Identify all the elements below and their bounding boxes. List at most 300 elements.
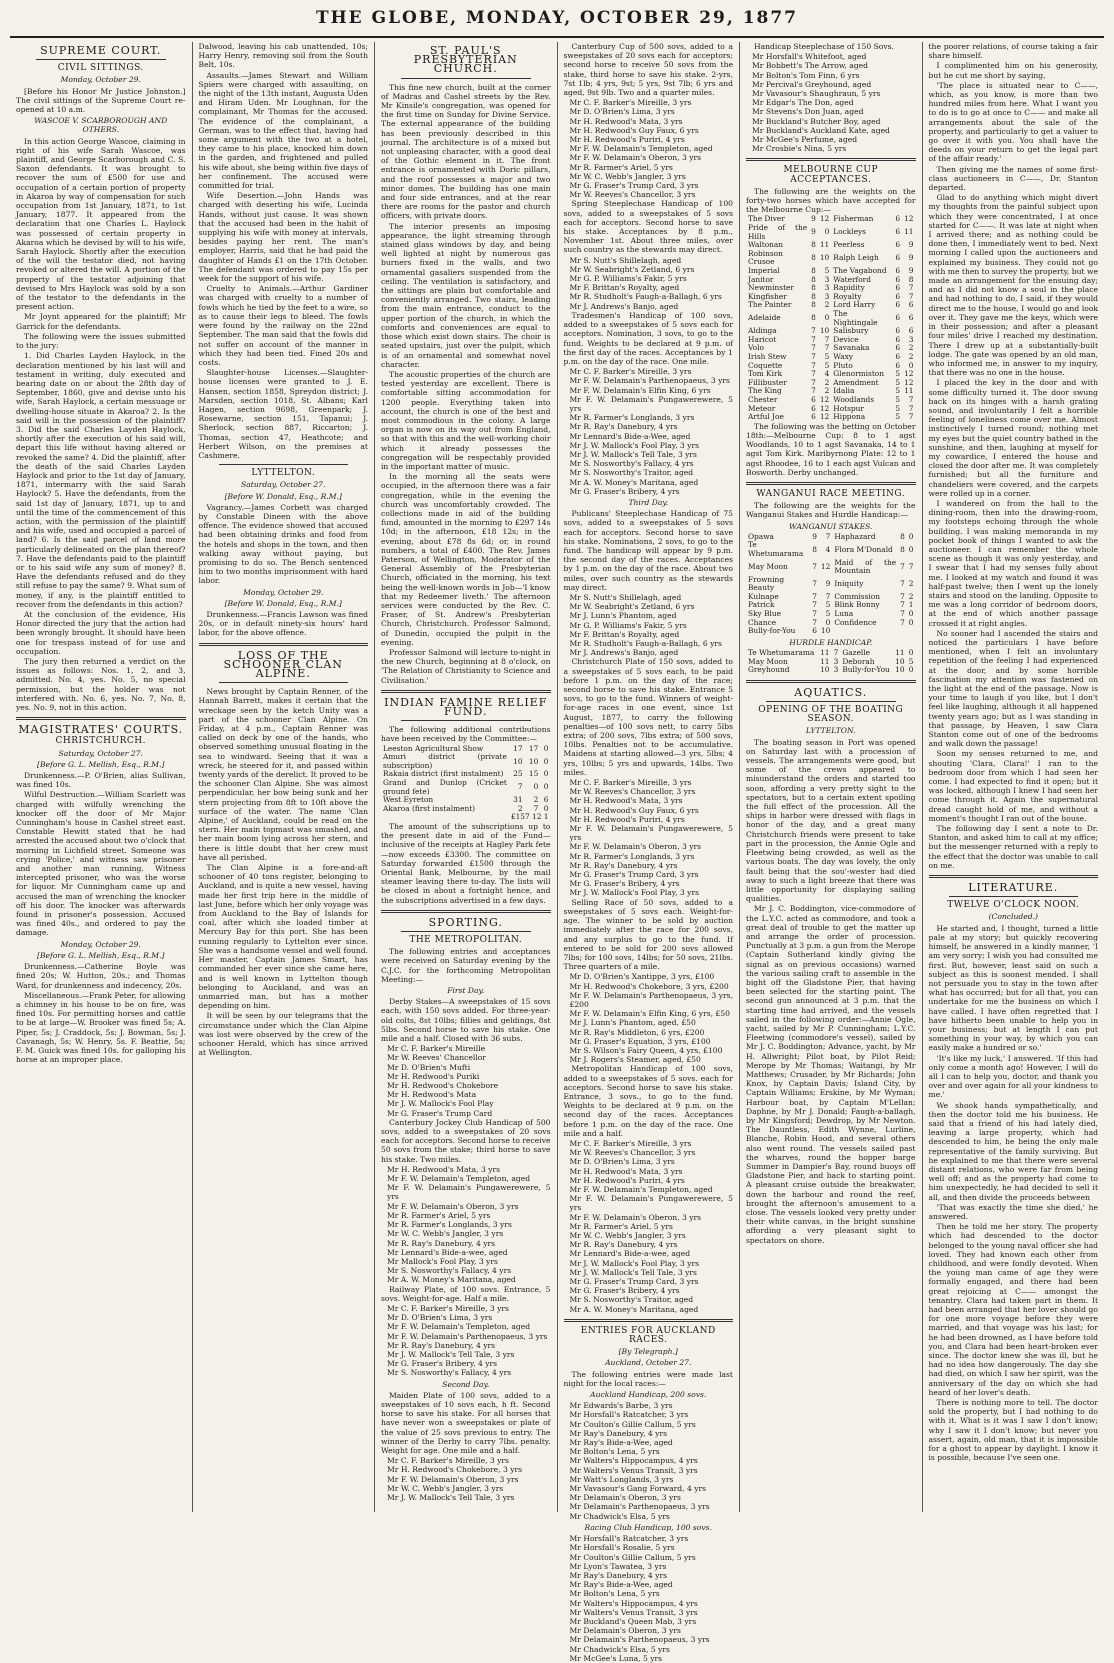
entry-line: Mr R. Studholt's Faugh-a-Ballagh, 6 yrs bbox=[569, 639, 722, 648]
entry-line: Mr S. Nosworthy's Traitor, aged bbox=[569, 1295, 694, 1305]
table-cell: 12 bbox=[819, 403, 830, 413]
story-title: TWELVE O'CLOCK NOON. bbox=[947, 900, 1080, 911]
entry-line: Mr Chadwick's Elsa, 5 yrs bbox=[569, 1644, 670, 1654]
table-cell: 0 bbox=[908, 609, 914, 619]
table-cell: 5 bbox=[824, 360, 830, 370]
entry-line: Mr W. C. Webb's Jangler, 3 yrs bbox=[387, 1229, 504, 1239]
table-cell: Kulnape bbox=[748, 591, 779, 601]
entry-line: Mr A. W. Money's Maritana, aged bbox=[569, 1304, 699, 1314]
paragraph: 'That was exactly the time she died,' he answered. bbox=[928, 1202, 1098, 1221]
entry-line: Mr G. Fraser's Bribery, 4 yrs bbox=[569, 1286, 680, 1296]
entry-line: Mr Edwards's Barbe, 3 yrs bbox=[569, 1401, 673, 1411]
entry-line: Mr J. W. Mallock's Fool Play, 3 yrs bbox=[569, 1258, 699, 1268]
table-cell: 0 bbox=[908, 531, 914, 541]
table-cell: May Moon bbox=[748, 656, 788, 666]
table-cell: Idalia bbox=[833, 386, 855, 396]
entry-line: Mr W. C. Webb's Jangler, 3 yrs bbox=[569, 1231, 686, 1240]
paragraph: Mr J. C. Boddington, vice-commodore of the L.Y.C. acted as commodore, and took a great deal of trouble to get the matter up and arrange the order of procession. Punctually at 3 p.m. a gun from the Merope (Captain Sutherland kindly giving the signal as on previous occasions) warned the various sailing craft to assemble in the bight off the Gladstone Pier, that having been selected for the starting point. The second gun announced at 3 p.m. that the starting time had arrived, and the vessels sailed in the following order:—Annie Ogle, yacht, sailed by Mr P. Cunningham; L.Y.C. Fleetwing (commodore's vessel), sailed by Mr J. C. Boddington; Advance, yacht, by Mr H. Allwright; Pilot boat, by Pilot Reid; Merope by Mr Thomas; Waitangi, by Mr Matthews; Crusader, by Mr Richards; John Knox, by Captain Davis; Island City, by Captain Williams; Erskine, by Mr Wyman; Harbour boat, by Captain M'Lellan; Daphne, by Mr J. Donald; Faugh-a-ballagh, by Mr Kingsford; Dewdrop, by Mr Newton. The Dauntless, Edith Wynne, Lurline, Blanche, Robin Hood, and several others also went round. The vessels sailed past the wharves, round the hopper barge Summer in Dampier's Bay, round buoys off Gladstone Pier, and back to starting point. A pleasant cruise outside the breakwater, down the harbour and round the reef, brought the afternoon's amusement to a close. The vessels looked very pretty under their white canvas, in the bright sunshine affording a very pleasant sight to spectators on shore. bbox=[746, 904, 916, 1245]
section-title-aquatics: AQUATICS. bbox=[794, 685, 868, 699]
table-cell: Te Whetumarama bbox=[748, 648, 815, 658]
table-cell: 4 bbox=[825, 544, 831, 554]
table-cell: 7 bbox=[812, 579, 817, 588]
table-cell: 7 bbox=[908, 561, 914, 571]
entry-line: Mr J. W. Mallock's Tell Tale, 3 yrs bbox=[569, 1267, 697, 1277]
entry-line: Mr H. Redwood's Puriri, 4 yrs bbox=[569, 814, 685, 824]
entry-line: Mr J. W. Mallock's Tell Tale, 3 yrs bbox=[387, 1492, 515, 1502]
entry-line: Mr F. W. Delamain's Templeton, aged bbox=[387, 1174, 531, 1184]
table-cell: 8 bbox=[811, 291, 816, 301]
entry-line: Mr S. Nutt's Shillelagh, aged bbox=[569, 255, 682, 265]
table-cell: 6 bbox=[908, 313, 914, 323]
table-cell: Waxy bbox=[833, 351, 853, 361]
paragraph: The following are the weights on the forty-two horses which have accepted for the Melbourne Cup:— bbox=[746, 186, 916, 215]
section-title-melbourne-cup: MELBOURNE CUP ACCEPTANCES. bbox=[783, 165, 879, 185]
entry-line: Mr S. Nosworthy's Traitor, aged bbox=[569, 468, 694, 478]
table-cell: 2 bbox=[908, 351, 914, 361]
entry-line: Mr C. F. Barker's Mireille, 3 yrs bbox=[387, 1456, 509, 1466]
entry-line: Mr F. W. Delamain's Pungawerewere, 5 yrs bbox=[569, 394, 733, 413]
table-cell: 5 bbox=[895, 386, 901, 396]
entry-line: Mr R. Farmer's Longlands, 3 yrs bbox=[387, 1220, 512, 1230]
entry-line: Mr H. Redwood's Mata, 3 yrs bbox=[387, 1164, 501, 1174]
entry-line: Mr Vavasour's Gang Forward, 4 yrs bbox=[569, 1484, 707, 1494]
table-cell: Irish Stew bbox=[748, 351, 787, 361]
table-cell: 7 bbox=[900, 600, 905, 610]
table-cell: 6 bbox=[895, 274, 901, 284]
section-title-sporting: SPORTING. bbox=[428, 915, 503, 929]
table-cell: 12 bbox=[904, 377, 914, 387]
entry-line: Mr G. Fraser's Bribery, 4 yrs bbox=[569, 879, 680, 889]
paragraph: The following were the issues submitted to the jury: bbox=[16, 331, 186, 351]
table-cell: 7 bbox=[824, 343, 830, 353]
entry-line: Mr Lennard's Bide-a-wee, aged bbox=[569, 1249, 691, 1259]
subheading-boating-season: OPENING OF THE BOATING SEASON. bbox=[758, 705, 904, 725]
entry-line: Mr Walters's Venus Transit, 3 yrs bbox=[569, 1607, 698, 1617]
table-cell: 7 bbox=[811, 360, 816, 370]
table-cell: 3 bbox=[833, 665, 839, 675]
entry-line: Mr F. W. Delamain's Pungawerewere, 5 yrs bbox=[569, 1194, 733, 1213]
table-row bbox=[746, 541, 916, 558]
table-cell: 10 bbox=[819, 253, 830, 263]
table-cell: Sky Blue bbox=[748, 609, 781, 619]
table-cell: 9 bbox=[908, 266, 914, 276]
subheading-hurdle-handicap: HURDLE HANDICAP. bbox=[789, 637, 873, 647]
table-cell: Coquette bbox=[748, 360, 783, 370]
table-cell: Haphazard bbox=[834, 531, 876, 541]
entry-line: Mr H. Redwood's Mata, 3 yrs bbox=[569, 116, 683, 126]
table-cell: 7 bbox=[812, 609, 817, 619]
section-title-literature: LITERATURE. bbox=[968, 881, 1059, 895]
table-cell: 6 bbox=[895, 343, 901, 353]
race-description: Tradesmen's Handicap of 100 sovs, added to a sweepstakes of 5 sovs each for acceptors. Nomination, 3 sovs, to go to the fund. Weights to be declared at 9 p.m. of the first day of the races. Acceptances by 1 p.m. on the day of the race. One mile. bbox=[563, 310, 733, 366]
entry-list bbox=[564, 1401, 734, 1521]
table-cell: Meteor bbox=[748, 403, 776, 413]
paragraph: Drunkenness.—Catherine Boyle was fined 20s; W. Hutton, 20s.; and Thomas Ward, for drunkenness and indecency, 20s. bbox=[16, 962, 186, 990]
table-cell: 9 bbox=[908, 253, 914, 263]
section-title-lyttelton: LYTTELTON. bbox=[251, 468, 316, 479]
table-cell: 9 bbox=[811, 227, 816, 237]
entry-line: Mr R. Ray's Danebury, 4 yrs bbox=[387, 1238, 496, 1248]
entry-line: Mr McGee's Perfume, aged bbox=[752, 135, 858, 145]
table-cell: 7 bbox=[824, 334, 830, 344]
entry-list bbox=[564, 256, 734, 311]
entry-line: Mr G. Fraser's Equation, 3 yrs, £100 bbox=[569, 1036, 711, 1046]
entry-list bbox=[564, 778, 734, 898]
table-cell: Maid of the Mountain bbox=[834, 557, 897, 576]
entry-line: Mr F. W. Delamain's Templeton, aged bbox=[569, 144, 713, 154]
telegraph-line: [By Telegraph.] bbox=[618, 1347, 678, 1357]
race-description: Canterbury Cup of 500 sovs, added to a sweepstakes of 20 sovs each for acceptors; second horse to receive 50 sovs from the stake, third horse to save his stake. 2-yrs, 7st 1lb; 4 yrs, 9st; 5 yrs, 9st 7lb; 6 yrs and aged, 9st 9lb. Two and a quarter miles. bbox=[563, 42, 733, 98]
table-cell: The Vagabond bbox=[833, 266, 887, 276]
paragraph: No sooner had I ascended the stairs and noticed the particulars I have before mentioned, when I felt an involuntary repetition of the feeling I had experienced at the door, and by some horrible fascination my attention was fastened on the light at the end of the passage. Now is your time to laugh if you like, but I don't feel like laughing, although it all happened twenty years ago; but as I was standing in that passage, by Heaven, I saw Clara Stanton come out of one of the bedrooms and walk down the passage! bbox=[928, 628, 1098, 749]
entry-line: Mr R. Farmer's Longlands, 3 yrs bbox=[569, 413, 695, 423]
table-cell: 8 bbox=[811, 240, 816, 250]
table-cell: Pride of the Hills bbox=[748, 223, 808, 241]
entry-line: Mr R. Farmer's Ariel, 5 yrs bbox=[387, 1210, 491, 1220]
table-cell: 3 bbox=[824, 274, 830, 284]
section-title-clan-alpine: LOSS OF THE SCHOONER CLAN ALPINE. bbox=[223, 648, 343, 680]
paragraph: The following are the weights for the Wanganui Stakes and Hurdle Handicap:— bbox=[746, 501, 916, 520]
entry-line: Mr Buckland's Auckland Kate, aged bbox=[752, 125, 890, 135]
entry-line: Mr F. W. Delamain's Templeton, aged bbox=[569, 1184, 713, 1194]
table-cell: 7 bbox=[811, 334, 816, 344]
table-cell: 3 bbox=[908, 334, 914, 344]
table-cell: 11 bbox=[819, 240, 830, 250]
entry-line: Mr H. Redwood's Puriri, 4 yrs bbox=[569, 135, 685, 145]
paragraph: Drunkenness.—Francis Lawson was fined 20s, or in default ninety-six hours' hard labor, for the above offence. bbox=[198, 609, 368, 638]
entry-line: Mr Buckland's Queen Mab, 3 yrs bbox=[569, 1616, 697, 1626]
table-cell: 7 bbox=[811, 377, 816, 387]
race-description: Spring Steeplechase Handicap of 100 sovs, added to a sweepstakes of 5 sovs each for acceptors. Second horse to save his stake. Acceptances by 8 p.m., November 1st. About three miles, over such country as the stewards may direct. bbox=[563, 199, 733, 255]
entry-line: Mr G. P. Williams's Fakir, 5 yrs bbox=[569, 620, 687, 630]
table-cell: 5 bbox=[895, 412, 901, 422]
section-title-auckland: ENTRIES FOR AUCKLAND RACES. bbox=[580, 1325, 716, 1346]
entry-line: Mr F. W. Delamain's Oberon, 3 yrs bbox=[387, 1474, 519, 1484]
table-cell: 7 bbox=[811, 343, 816, 353]
column-4 bbox=[558, 42, 741, 1663]
paragraph: I wandered on from the hall to the dining-room, then into the drawing-room, my footsteps echoing through the whole building. I was making memoranda in my pocket book of things I wanted to ask the auctioneer. I can remember the whole scene as though it was only yesterday, and I swear that I had my senses fully about me. I looked at my watch and found it was half-past twelve; then I went up the lonely stairs and stood on the landing. Opposite to me was a long corridor of bedroom doors, at the end of which another passage crossed it at right angles. bbox=[928, 498, 1098, 628]
paragraph: 1. Did Charles Layden Haylock, in the declaration mentioned by his last will and testament in writing, duly executed and bearing date on or about the 28th day of September, 1860, give and devise unto his wife, Sarah Haylock, a certain messuage or dwelling-house situate in Akaroa? 2. Is the said will in the possession of the plaintiff? 3. Did the said Charles Layden Haylock, shortly after the execution of his said will, depart this life without having altered or revoked the same? 4. Did the plaintiff, after the death of the said Charles Layden Haylock and prior to the 1st day of January, 1871, intermarry with the said Sarah Haylock? 5. Have the defendants, from the said 1st day of January, 1871, up to and until the time of the commencement of this action, with the permission of the plaintiff and his wife, used and occupied a parcel of land? 6. Is the said parcel of land more particularly delineated on the plan thereof? 7. Have the defendants paid to the plaintiff or to his said wife any sum of money? 8. Have the defendants refused and do they still refuse to pay the same? 9. What sum of money, if any, is the plaintiff entitled to recover from the defendants in this action? bbox=[16, 351, 186, 609]
entry-line: Mr F. W. Delamain's Oberon, 3 yrs bbox=[387, 1201, 519, 1211]
table-cell: 9 bbox=[812, 531, 817, 541]
subheading-civil-sittings: CIVIL SITTINGS. bbox=[57, 63, 144, 74]
table-cell: 12 bbox=[819, 214, 830, 224]
table-cell: 0 bbox=[908, 665, 914, 675]
entry-line: Mr Stevens's Don Juan, aged bbox=[752, 107, 864, 117]
entry-line: Mr Ray's Danebury, 4 yrs bbox=[569, 1428, 667, 1438]
table-cell: Device bbox=[833, 334, 859, 344]
table-cell: 12 bbox=[819, 394, 830, 404]
entry-line: Mr A. W. Money's Maritana, aged bbox=[387, 1275, 516, 1285]
table-cell: 7 bbox=[900, 579, 905, 588]
table-row bbox=[746, 336, 916, 345]
paragraph: In this action George Wascoe, claiming in right of his wife Sarah Wascoe, was plaintiff, and George Scarborough and C. S. Saxon defendants. It was brought to recover the sum of £500 for use and occupation of a certain portion of property in Akaroa by way of compensation for such occupation from 1st January, 1871, to 1st January, 1877. It appeared from the declaration that one Charles L. Haylock was possessed of certain property in Akaroa which he devised by will to his wife, Sarah Haylock. Shortly after the execution of the will the testator died, not having revoked or altered the will. A portion of the property of the testator adjoining that devised to Mrs Haylock was sold by a son of the testator to the defendants in the present action. bbox=[16, 136, 186, 312]
entry-line: Mr F. W. Delamain's Parthenopaeus, 3 yrs, £200 bbox=[569, 990, 733, 1009]
dateline: Auckland, October 27. bbox=[605, 1358, 692, 1368]
table-cell: 8 bbox=[811, 283, 816, 293]
table-cell: 7 bbox=[812, 600, 817, 610]
table-cell: Greyhound bbox=[748, 665, 790, 675]
famine-table bbox=[381, 745, 551, 822]
paragraph: Then he told me her story. The property which had descended to the doctor belonged to the young naval officer she had loved. They had known each other from childhood, and were fondly devoted. When the young man came of age they were formally engaged, and there had been great rejoicing at C—— amongst the tenantry. Clara had taken part in them. It had been arranged that her lover should go for one more voyage before they were married, and that voyage was his last; for he had been drowned, as I have before told you, and Clara had been heart-broken ever since. The doctor knew she was ill, but he had no idea how dangerously. The day she had died, on which I saw her spirit, was the anniversary of the day on which she had heard of her lover's death. bbox=[928, 1222, 1098, 1397]
table-row bbox=[746, 627, 916, 636]
subheading-lyttelton: LYTTELTON. bbox=[805, 726, 856, 736]
entry-line: Mr C. F. Barker's Mireille bbox=[387, 1044, 486, 1054]
entry-list bbox=[564, 1139, 734, 1314]
table-cell: 0 bbox=[824, 313, 830, 323]
paragraph: The acoustic properties of the church are tested yesterday are excellent. There is comfortable sitting accommodation for 1200 people. Everything taken into account, the church is one of the best and most commodious in the colony. A large organ is now on its way out from England, so that with this and the well-working choir which it already possesses the congregation will be respectably provided in the important matter of music. bbox=[381, 369, 551, 471]
table-cell: 11 bbox=[820, 648, 830, 658]
paragraph: Miscellaneous.—Frank Peter, for allowing a chimney in his house to be on fire, was fined 10s. For permitting horses and cattle to be at large—W. Brooker was fined 5s; A. Piper, 5s; J. Craddock, 5s; J. Bowman, 5s; J. Cavanagh, 5s; W. Henry, 5s. F. Beattie, 5s; F. M. Guick was fined 10s. for galloping his horse at an improper place. bbox=[16, 990, 186, 1065]
table-cell: 0 bbox=[825, 617, 831, 627]
table-cell bbox=[898, 627, 907, 636]
before-line: [Before G. L. Mellish, Esq., R.M.] bbox=[37, 759, 165, 769]
entry-line: Mr S. Wilson's Fairy Queen, 4 yrs, £100 bbox=[569, 1045, 723, 1055]
table-cell: Haricot bbox=[748, 334, 777, 344]
table-cell: 5 bbox=[895, 394, 901, 404]
table-cell: Artful Joe bbox=[748, 412, 784, 422]
table-row bbox=[746, 533, 916, 542]
table-cell: 5 bbox=[824, 266, 830, 276]
entry-line: Mr J. W. Mallock's Tell Tale, 3 yrs bbox=[569, 449, 697, 459]
dateline: Saturday, October 27. bbox=[58, 748, 143, 758]
entry-line: Mr H. Redwood's Mata bbox=[387, 1090, 477, 1100]
table-cell: Bully-for-You bbox=[842, 665, 890, 675]
paragraph: [Before his Honor Mr Justice Johnston.] The civil sittings of the Supreme Court re-opened at 10 a.m. bbox=[16, 86, 186, 115]
table-cell: Chance bbox=[748, 617, 777, 627]
table-cell: Volo bbox=[748, 343, 764, 353]
entry-line: Mr C. F. Barker's Mireille, 3 yrs bbox=[569, 778, 692, 788]
entry-line: Mr F. W. Delamain's Elfin King, 6 yrs, £50 bbox=[569, 1009, 730, 1019]
paragraph: The amount of the subscriptions up to the present date in aid of the Fund—inclusive of the receipts at Hagley Park fete—now exceeds £3300. The committee on Saturday forwarded £1500 through the Oriental Bank, Melbourne, by the mail steamer leaving there to-day. The lists will be closed in about a fortnight hence, and the subscriptions advertised in a few days. bbox=[381, 821, 551, 905]
wanganui-stakes-body bbox=[746, 533, 916, 636]
column-1 bbox=[10, 42, 193, 1512]
entry-line: Mr Crosbie's Nina, 5 yrs bbox=[752, 144, 847, 154]
paragraph: Soon my senses returned to me, and shouting 'Clara, Clara!' I ran to the bedroom door from which I had seen her come. I had expected to find it open; but it was locked, although I knew I had seen her come through it. Again the supernatural dread caught hold of me, and without a moment's thought I ran out of the house. bbox=[928, 749, 1098, 823]
entry-line: Mr F. W. Delamain's Pungawerewere, 5 yrs bbox=[569, 824, 733, 843]
table-cell: Bully-for-You bbox=[748, 626, 796, 636]
entry-line: Mr Delamain's Parthenopaeus, 3 yrs bbox=[569, 1635, 710, 1645]
hurdle-handicap-body bbox=[746, 649, 916, 675]
entry-line: Mr J. Rogers's Steamer, aged, £50 bbox=[569, 1055, 701, 1065]
paragraph: The jury then returned a verdict on the issues as follows: Nos. 1, 2, and 3, admitted. No. 4, yes. No. 5, no special permission, but the holder was not interfered with. No. 6, yes. No. 7, No. 8, yes. No. 9, not in this action. bbox=[16, 657, 186, 713]
race-description: Publicans' Steeplechase Handicap of 75 sovs, added to a sweepstakes of 5 sovs each for acceptors. Second horse to save his stake. Nominations, 2 sovs, to go to the fund. The handicap will appear by 9 p.m. the second day of the races. Acceptances by 1 p.m. on the day of the race. About two miles, over such country as the stewards may direct. bbox=[563, 509, 733, 592]
paragraph: There is nothing more to tell. The doctor sold the property, but I had nothing to do with it. What is it was I saw I don't know; why I saw it I don't know; but never you assert, again, old man, that it is impossible for a ghost to appear by daylight. I know it is possible, because I've seen one. bbox=[928, 1398, 1098, 1463]
masthead bbox=[10, 8, 1104, 38]
table-row bbox=[746, 576, 916, 593]
entry-line: Mr J. Andrews's Banjo, aged bbox=[569, 648, 679, 658]
entry-line: Mr J. Lunn's Phantom, aged bbox=[569, 611, 677, 621]
paragraph: News brought by Captain Renner, of the Hannah Barrett, makes it certain that the wreckage seen by the ketch Unity was a part of the schooner Clan Alpine. On Friday, at 4 p.m., Captain Renner was called on deck by one of the hands, who observed something unusual floating in the sea to windward. Seeing that it was a wreck, he steered for it, and passed within twenty yards of the derelict. It proved to be the schooner Clan Alpine. She was almost perpendicular, her bow being sunk and her stern projecting from 8ft to 10ft above the surface of the water. The name 'Clan Alpine,' of Auckland, could be read on the stern. Her main topmast was smashed, and her main boom lying across her stern, and there is little doubt that her crew must have all perished. bbox=[198, 687, 368, 862]
entry-line: Mr Bolton's Lena, 5 yrs bbox=[569, 1589, 660, 1599]
entry-line: Mr H. Redwood's Guy Faux, 6 yrs bbox=[569, 805, 699, 815]
table-cell: 6 bbox=[908, 300, 914, 310]
entry-line: Mr W. Reeves's Chancellor, 3 yrs bbox=[569, 190, 696, 200]
entry-line: Mr D. O'Brien's Lima, 3 yrs bbox=[569, 1157, 675, 1167]
entry-line: Mr D. O'Brien's Mufti bbox=[387, 1062, 471, 1072]
table-cell: 7 bbox=[900, 591, 905, 601]
entry-line: Mr Vavasour's Shaughraun, 5 yrs bbox=[752, 89, 881, 99]
table-cell: 10 bbox=[819, 326, 830, 336]
entry-list bbox=[381, 1044, 551, 1118]
entry-list bbox=[381, 1456, 551, 1502]
melbourne-weights-table bbox=[746, 215, 916, 421]
table-cell: Newminster bbox=[748, 283, 794, 293]
table-cell: 6 bbox=[895, 283, 901, 293]
paragraph: 'The place is situated near to C——, which, as you know, is more than two hundred miles from here. What I want you to do is to go at once to C—— and make all arrangements about the sale of the property, and particularly to get a valuer to go over it with you. You shall have the deeds on your return to get the legal part of the affair ready.' bbox=[928, 80, 1098, 164]
entry-line: Mr Lennard's Bide-a-Wee, aged bbox=[569, 431, 691, 441]
paragraph: In the morning all the seats were occupied, in the afternoon there was a fair congregation, while in the evening the church was uncomfortably crowded. The collections made in aid of the building fund, amounted in the morning to £297 14s 10d; in the afternoon, £18 12s; in the evening, about £78 8s 6d; or, in round numbers, a total of £400. The Rev. James Paterson, of Wellington, Moderator of the General Assembly of the Presbyterian Church, officiated in the morning, his text being the well-known words in Job—'I know that my Redeemer liveth.' The afternoon services were conducted by the Rev. C. Fraser, of St. Andrew's Presbyterian Church, Christchurch. Professor Salmond, of Dunedin, occupied the pulpit in the evening. bbox=[381, 472, 551, 647]
table-cell: 0 bbox=[824, 227, 830, 237]
table-cell: 8 bbox=[811, 266, 816, 276]
table-cell: 7 bbox=[900, 617, 905, 627]
table-cell: Adelaide bbox=[748, 313, 781, 323]
paragraph: The boating season in Port was opened on Saturday last with a procession of vessels. The arrangements were good, but some of the crews appeared to misunderstand the orders and started too soon, affording a very pretty sight to the spectators, but to a certain extent spoiling the full effect of the procession. All the ships in harbor were dressed with flags in honor of the day, and a great many Christchurch friends were present to take part in the procession, the Annie Ogle and Fleetwing being crowded, as well as the various boats. The day was lovely, the only fault being that the sou'-wester had died away to such a light breeze that there was little opportunity for displaying sailing qualities. bbox=[746, 737, 916, 904]
table-cell: 7 bbox=[908, 283, 914, 293]
table-cell: 6 bbox=[895, 214, 901, 224]
entry-line: Mr F. W. Delamain's Oberon, 3 yrs bbox=[569, 153, 702, 163]
table-cell: Fillibuster bbox=[748, 377, 787, 387]
table-cell: 8 bbox=[900, 531, 905, 541]
entry-line: Mr R. Ray's Danebury, 4 yrs bbox=[569, 422, 678, 432]
table-cell: Lord Harry bbox=[833, 300, 876, 310]
table-cell bbox=[832, 627, 898, 636]
table-cell: 6 bbox=[895, 300, 901, 310]
paragraph: Drunkenness.—P. O'Brien, alias Sullivan, was fined 10s. bbox=[16, 771, 186, 790]
dateline: Monday, October 29. bbox=[60, 939, 141, 949]
table-cell: 2 bbox=[824, 300, 830, 310]
table-row bbox=[746, 413, 916, 422]
table-cell: 5 bbox=[895, 377, 901, 387]
table-cell: Patrick bbox=[748, 600, 775, 610]
entry-line: Mr W. Seabright's Zetland, 6 yrs bbox=[569, 602, 695, 612]
entry-line: Mr H. Redwood's Puriki bbox=[387, 1071, 480, 1081]
entry-line: Mr H. Redwood's Mata, 3 yrs bbox=[569, 796, 683, 806]
table-row: Leeston Agricultural Show 17 17 0 bbox=[383, 743, 549, 753]
entry-line: Mr W. Reeves's Chancellor, 3 yrs bbox=[569, 1148, 696, 1158]
table-cell: 6 bbox=[895, 351, 901, 361]
entry-line: Mr S. Nosworthy's Fallacy, 4 yrs bbox=[387, 1368, 512, 1378]
table-row: Akaroa (first instalment) 2 7 0 bbox=[383, 803, 549, 813]
entry-line: Mr Ray's Danebury, 4 yrs bbox=[569, 1570, 667, 1580]
race-description: Selling Race of 50 sovs, added to a sweepstakes of 5 sovs each. Weight-for-age. The winner to be sold by auction immediately after the race for 200 sovs, and any surplus to go to the fund. If entered to be sold for 200 sovs allowed 7lbs; for 100 sovs, 14lbs; for 50 sovs, 21lbs. Three quarters of a mile. bbox=[563, 897, 733, 972]
section-title-magistrates: MAGISTRATES' COURTS. bbox=[18, 723, 184, 737]
entry-line: Mr R. Farmer's Ariel, 5 yrs bbox=[569, 1221, 673, 1231]
entry-line: Mr W. Reeves's Chancellor, 3 yrs bbox=[569, 787, 696, 797]
entry-line: Mr Delamain's Parthenopaeus, 3 yrs bbox=[569, 1502, 710, 1512]
entry-line: Mr Horsfall's Ratcatcher, 3 yrs bbox=[569, 1410, 689, 1420]
table-cell: Hippona bbox=[833, 412, 866, 422]
table-row bbox=[746, 250, 916, 267]
column-3 bbox=[375, 42, 558, 1512]
entry-line: Mr H. Redwood's Mata, 3 yrs bbox=[569, 1166, 683, 1176]
table-cell: 7 bbox=[811, 386, 816, 396]
table-cell: 2 bbox=[908, 343, 914, 353]
entry-line: Mr Coulton's Gillie Callum, 5 yrs bbox=[569, 1552, 696, 1562]
table-cell: 7 bbox=[812, 591, 817, 601]
before-line: [Before W. Donald, Esq., R.M.] bbox=[224, 491, 342, 501]
paragraph: The following day I sent a note to Dr. Stanton, and asked him to call at my office; but the messenger returned with a reply to the effect that the doctor was unable to call on me. bbox=[928, 824, 1098, 870]
masthead-title: THE GLOBE, MONDAY, OCTOBER 29, 1877 bbox=[315, 8, 799, 28]
entry-line: Mr W. C. Webb's Jangler, 3 yrs bbox=[387, 1483, 504, 1493]
entry-line: Mr C. F. Barker's Mireille, 3 yrs bbox=[387, 1303, 509, 1313]
entry-line: Mr S. Nosworthy's Fallacy, 4 yrs bbox=[387, 1266, 512, 1276]
table-cell: May Moon bbox=[748, 561, 788, 571]
paragraph: Wife Desertion.—John Hands was charged with deserting his wife, Lucinda Hands, without just cause. It was shown that the accused had been in the habit of supplying his wife with money at intervals, besides paying her rent. The man's employer, Harris, said that he had paid the daughter of Hands £1 on the 17th October. The defendant was ordered to pay 15s per week for the support of his wife. bbox=[198, 191, 368, 284]
table-cell: Peerless bbox=[833, 240, 865, 250]
entry-line: Mr G. P. Williams's Fakir, 5 yrs bbox=[569, 274, 687, 284]
entry-line: Mr G. Fraser's Trump Card, 3 yrs bbox=[569, 1277, 699, 1287]
table-cell: Rapidity bbox=[833, 283, 865, 293]
entry-line: Mr R. Studholt's Faugh-a-Ballagh, 6 yrs bbox=[569, 292, 722, 302]
paragraph: He started and, I thought, turned a little pale at my story; but quickly recovering himself, he answered in a kindly manner, 'I am very sorry; I wish you had consulted me first. But, however, least said on such a subject as this is soonest mended. I shall not persuade you to stay in the town after what has occurred; but for all that, you can undertake for me the business on which I have called. I have often regretted that I have hitherto been unable to help you in your business; but at length I can put something in your way, by which you can easily make a hundred or so.' bbox=[928, 923, 1098, 1053]
race-heading: Racing Club Handicap, 100 sovs. bbox=[584, 1522, 712, 1532]
entry-line: Mr F. W. Delamain's Oberon, 3 yrs bbox=[569, 1212, 702, 1222]
entry-line: Mr G. Fraser's Trump Card bbox=[387, 1108, 493, 1118]
story-continuation: (Concluded.) bbox=[988, 912, 1038, 922]
table-cell: Opawa bbox=[748, 531, 774, 541]
table-cell: 3 bbox=[824, 283, 830, 293]
race-heading: Auckland Handicap, 200 sovs. bbox=[590, 1390, 707, 1400]
entry-line: Mr Walters's Venus Transit, 3 yrs bbox=[569, 1465, 698, 1475]
entry-line: Mr R. Ray's Danebury, 4 yrs bbox=[569, 1240, 678, 1250]
entry-line: Mr Buckland's Butcher Boy, aged bbox=[752, 116, 881, 126]
entry-list bbox=[746, 52, 916, 153]
table-cell: 3 bbox=[833, 656, 839, 666]
entry-line: Mr F. W. Delamain's Pungawerewere, 5 yrs bbox=[387, 1183, 551, 1202]
entry-line: Mr Bolton's Tom Finn, 6 yrs bbox=[752, 70, 860, 80]
table-total: £157 12 1 bbox=[510, 812, 549, 822]
entry-line: Mr Mallock's Fool Play, 3 yrs bbox=[387, 1256, 498, 1266]
entry-line: Mr J. W. Mallock's Fool Play bbox=[387, 1099, 494, 1109]
table-cell: 11 bbox=[904, 227, 914, 237]
entry-list bbox=[381, 1165, 551, 1285]
entry-line: Mr Ray's Bide-a-Wee, aged bbox=[569, 1580, 673, 1590]
entry-line: Mr G. Fraser's Trump Card, 3 yrs bbox=[569, 870, 699, 880]
entry-line: Mr R. Farmer's Longlands, 3 yrs bbox=[569, 851, 695, 861]
table-cell: 7 bbox=[825, 591, 831, 601]
subheading-wanganui-stakes: WANGANUI STAKES. bbox=[789, 521, 873, 531]
table-cell: 7 bbox=[833, 648, 839, 658]
table-cell: 0 bbox=[908, 617, 914, 627]
section-title-famine-fund: INDIAN FAMINE RELIEF FUND. bbox=[384, 695, 548, 719]
paragraph: Assaults.—James Stewart and William Spiers were charged with assaulting, on the night of the 13th instant, Augusta Uden and Hiram Uden. Mr Loughnan, for the complainant, Mr Thomas for the accused. The evidence of the complainant, a German, was to the effect that, having had some argument with the two at a hotel, they came to his place, knocked him down in the garden, and frightened and pulled his wife about, she being within five days of her confinement. The accused were committed for trial. bbox=[198, 70, 368, 191]
entry-line: Mr G. Fraser's Trump Card, 3 yrs bbox=[569, 181, 699, 191]
paragraph: the poorer relations, of course taking a fair share himself. bbox=[928, 42, 1098, 61]
table-cell: 12 bbox=[819, 412, 830, 422]
entry-line: Mr Chadwick's Elsa, 5 yrs bbox=[569, 1511, 670, 1521]
paragraph: Mr Joynt appeared for the plaintiff; Mr Garrick for the defendants. bbox=[16, 312, 186, 331]
column-5 bbox=[740, 42, 923, 1512]
paragraph: Glad to do anything which might divert my thoughts from the painful subject upon which they were concentrated, I at once started for C——. It was late at night when I arrived there; and as nothing could be done then, I immediately went to bed. Next morning I called upon the auctioneers and explained my business. They could not go with me then to survey the property, but we made an arrangement for the ensuing day; and as I did not know a soul in the place and had nothing to do, I said, if they would direct me to the house, I would go and look over it. They gave me the keys, which were in their possession; and after a pleasant four miles' drive I reached my destination. There I drew up at a substantially-built lodge. The gate was opened by an old man, who informed me, in answer to my inquiry, that there was no one in the house. bbox=[928, 193, 1098, 378]
table-cell: Lockleys bbox=[833, 227, 866, 237]
table-cell: 9 bbox=[908, 240, 914, 250]
table-cell: Fisherman bbox=[833, 214, 874, 224]
table-cell: Aldinga bbox=[748, 326, 777, 336]
table-cell: 6 bbox=[895, 334, 901, 344]
before-line: [Before G. L. Mellish, Esq., R.M.] bbox=[37, 950, 165, 960]
entry-line: Mr F. W. Delamain's Oberon, 3 yrs bbox=[569, 842, 702, 852]
entry-line: Mr Horsfall's Ratcatcher, 3 yrs bbox=[569, 1534, 689, 1544]
table-cell: 11 bbox=[904, 386, 914, 396]
table-cell: Luna bbox=[834, 609, 854, 619]
entry-line: Mr W. Reeves' Chancellor bbox=[387, 1053, 486, 1063]
entry-line: Mr Bolton's Lena, 5 yrs bbox=[569, 1447, 660, 1457]
table-row: Grand and Dunlop (Cricket ground fete) 7 0 0 bbox=[383, 778, 549, 796]
entry-line: Mr J. W. Mallock's Fool Play, 3 yrs bbox=[569, 440, 699, 450]
entry-line: Mr R. Farmer's Ariel, 5 yrs bbox=[569, 162, 673, 172]
table-cell: 8 bbox=[811, 253, 816, 263]
